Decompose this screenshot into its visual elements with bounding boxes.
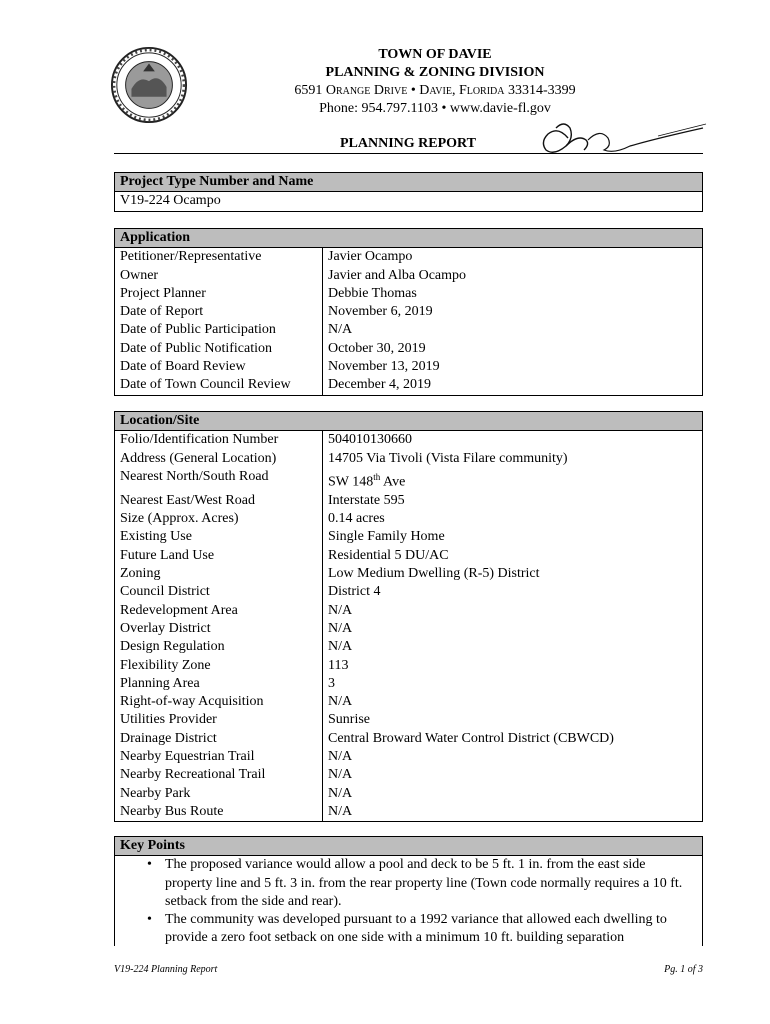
table-row: [115, 583, 703, 601]
row-label: Design Regulation: [115, 638, 323, 656]
key-points-heading: Key Points: [115, 837, 702, 856]
table-row: [115, 303, 703, 321]
row-value: N/A: [323, 803, 703, 822]
application-table: [114, 228, 703, 396]
row-value: November 13, 2019: [323, 358, 703, 376]
town-seal-icon: [110, 46, 188, 124]
address-street: Orange Drive: [325, 83, 408, 98]
table-row: [115, 620, 703, 638]
table-row: [115, 547, 703, 565]
table-row: [115, 675, 703, 693]
row-label: Owner: [115, 267, 323, 285]
table-row: [115, 602, 703, 620]
row-label: Date of Board Review: [115, 358, 323, 376]
row-value: Debbie Thomas: [323, 285, 703, 303]
row-label: Project Planner: [115, 285, 323, 303]
table-row: [115, 248, 703, 267]
table-row: [115, 565, 703, 583]
project-table: [114, 172, 703, 212]
row-label: Petitioner/Representative: [115, 248, 323, 267]
table-row: [115, 730, 703, 748]
table-row: [115, 376, 703, 395]
row-value: Interstate 595: [323, 492, 703, 510]
row-label: Right-of-way Acquisition: [115, 693, 323, 711]
list-item: • The community was developed pursuant to a 1992 variance that allowed each dwelling to provide a zero foot setback on one side with a minimum 10 ft. building separation: [165, 911, 692, 948]
address-separator: •: [407, 83, 420, 98]
key-points-box: [114, 836, 703, 946]
address-zip: 33314-3399: [504, 83, 576, 98]
row-label: Planning Area: [115, 675, 323, 693]
row-value: 504010130660: [323, 431, 703, 450]
row-value: Single Family Home: [323, 528, 703, 546]
row-label: Date of Public Notification: [115, 340, 323, 358]
row-value: Javier Ocampo: [323, 248, 703, 267]
row-value: October 30, 2019: [323, 340, 703, 358]
table-row: [115, 711, 703, 729]
row-value: N/A: [323, 785, 703, 803]
table-row: [115, 748, 703, 766]
address-number: 6591: [294, 83, 326, 98]
report-title: PLANNING REPORT: [339, 136, 476, 151]
table-row: [115, 638, 703, 656]
row-value: Residential 5 DU/AC: [323, 547, 703, 565]
phone-line: Phone: 954.797.1103 • www.davie-fl.gov: [319, 101, 551, 116]
row-label: Nearest East/West Road: [115, 492, 323, 510]
table-row: [115, 657, 703, 675]
row-label: Date of Report: [115, 303, 323, 321]
row-label: Redevelopment Area: [115, 602, 323, 620]
table-row: [115, 321, 703, 339]
signature-icon: [538, 116, 708, 160]
row-value: District 4: [323, 583, 703, 601]
row-label: Existing Use: [115, 528, 323, 546]
table-row: [115, 340, 703, 358]
row-value: N/A: [323, 620, 703, 638]
table-row: [115, 285, 703, 303]
row-value: N/A: [323, 748, 703, 766]
division-name: PLANNING & ZONING DIVISION: [325, 65, 545, 80]
row-label: Flexibility Zone: [115, 657, 323, 675]
row-value: N/A: [323, 766, 703, 784]
row-value: 14705 Via Tivoli (Vista Filare community): [323, 450, 703, 468]
table-row: [115, 431, 703, 450]
row-label: Council District: [115, 583, 323, 601]
row-label: Utilities Provider: [115, 711, 323, 729]
project-value: V19-224 Ocampo: [115, 192, 703, 211]
row-label: Zoning: [115, 565, 323, 583]
row-label: Nearby Park: [115, 785, 323, 803]
row-value: N/A: [323, 602, 703, 620]
row-label: Date of Public Participation: [115, 321, 323, 339]
row-label: Folio/Identification Number: [115, 431, 323, 450]
footer-page-number: Pg. 1 of 3: [664, 964, 703, 975]
row-label: Drainage District: [115, 730, 323, 748]
project-heading: Project Type Number and Name: [115, 173, 703, 192]
row-label: Date of Town Council Review: [115, 376, 323, 395]
row-label: Size (Approx. Acres): [115, 510, 323, 528]
row-label: Nearby Bus Route: [115, 803, 323, 822]
row-value: 113: [323, 657, 703, 675]
row-value: N/A: [323, 693, 703, 711]
page-footer: [114, 964, 703, 975]
table-row: [115, 450, 703, 468]
table-row: [115, 803, 703, 822]
row-label: Address (General Location): [115, 450, 323, 468]
town-name: TOWN OF DAVIE: [378, 47, 492, 62]
row-value: 0.14 acres: [323, 510, 703, 528]
table-row: [115, 468, 703, 492]
row-value: N/A: [323, 638, 703, 656]
row-value: N/A: [323, 321, 703, 339]
row-value: 3: [323, 675, 703, 693]
table-row: [115, 510, 703, 528]
row-value: Sunrise: [323, 711, 703, 729]
row-value: SW 148th Ave: [323, 468, 703, 492]
address-city: Davie, Florida: [419, 83, 505, 98]
row-label: Nearby Recreational Trail: [115, 766, 323, 784]
row-value: November 6, 2019: [323, 303, 703, 321]
row-value: Low Medium Dwelling (R-5) District: [323, 565, 703, 583]
letterhead: [200, 46, 670, 118]
row-value: December 4, 2019: [323, 376, 703, 395]
table-row: [115, 267, 703, 285]
row-value: Central Broward Water Control District (CBWCD): [323, 730, 703, 748]
table-row: [115, 492, 703, 510]
table-row: [115, 766, 703, 784]
footer-report-name: V19-224 Planning Report: [114, 964, 218, 975]
table-row: [115, 785, 703, 803]
list-item: • The proposed variance would allow a pool and deck to be 5 ft. 1 in. from the east side property line and 5 ft. 3 in. from the rear property line (Town code normally requires a 10 ft. setback from the side and rear).: [165, 856, 692, 911]
row-value: Javier and Alba Ocampo: [323, 267, 703, 285]
row-label: Future Land Use: [115, 547, 323, 565]
table-row: [115, 693, 703, 711]
row-label: Nearest North/South Road: [115, 468, 323, 492]
location-heading: Location/Site: [115, 412, 703, 431]
application-heading: Application: [115, 229, 703, 248]
ordinal-suffix: th: [373, 471, 381, 482]
row-label: Nearby Equestrian Trail: [115, 748, 323, 766]
table-row: [115, 358, 703, 376]
address-line: [200, 82, 670, 100]
table-row: [115, 528, 703, 546]
key-points-list: [115, 856, 702, 947]
row-label: Overlay District: [115, 620, 323, 638]
location-table: [114, 411, 703, 822]
